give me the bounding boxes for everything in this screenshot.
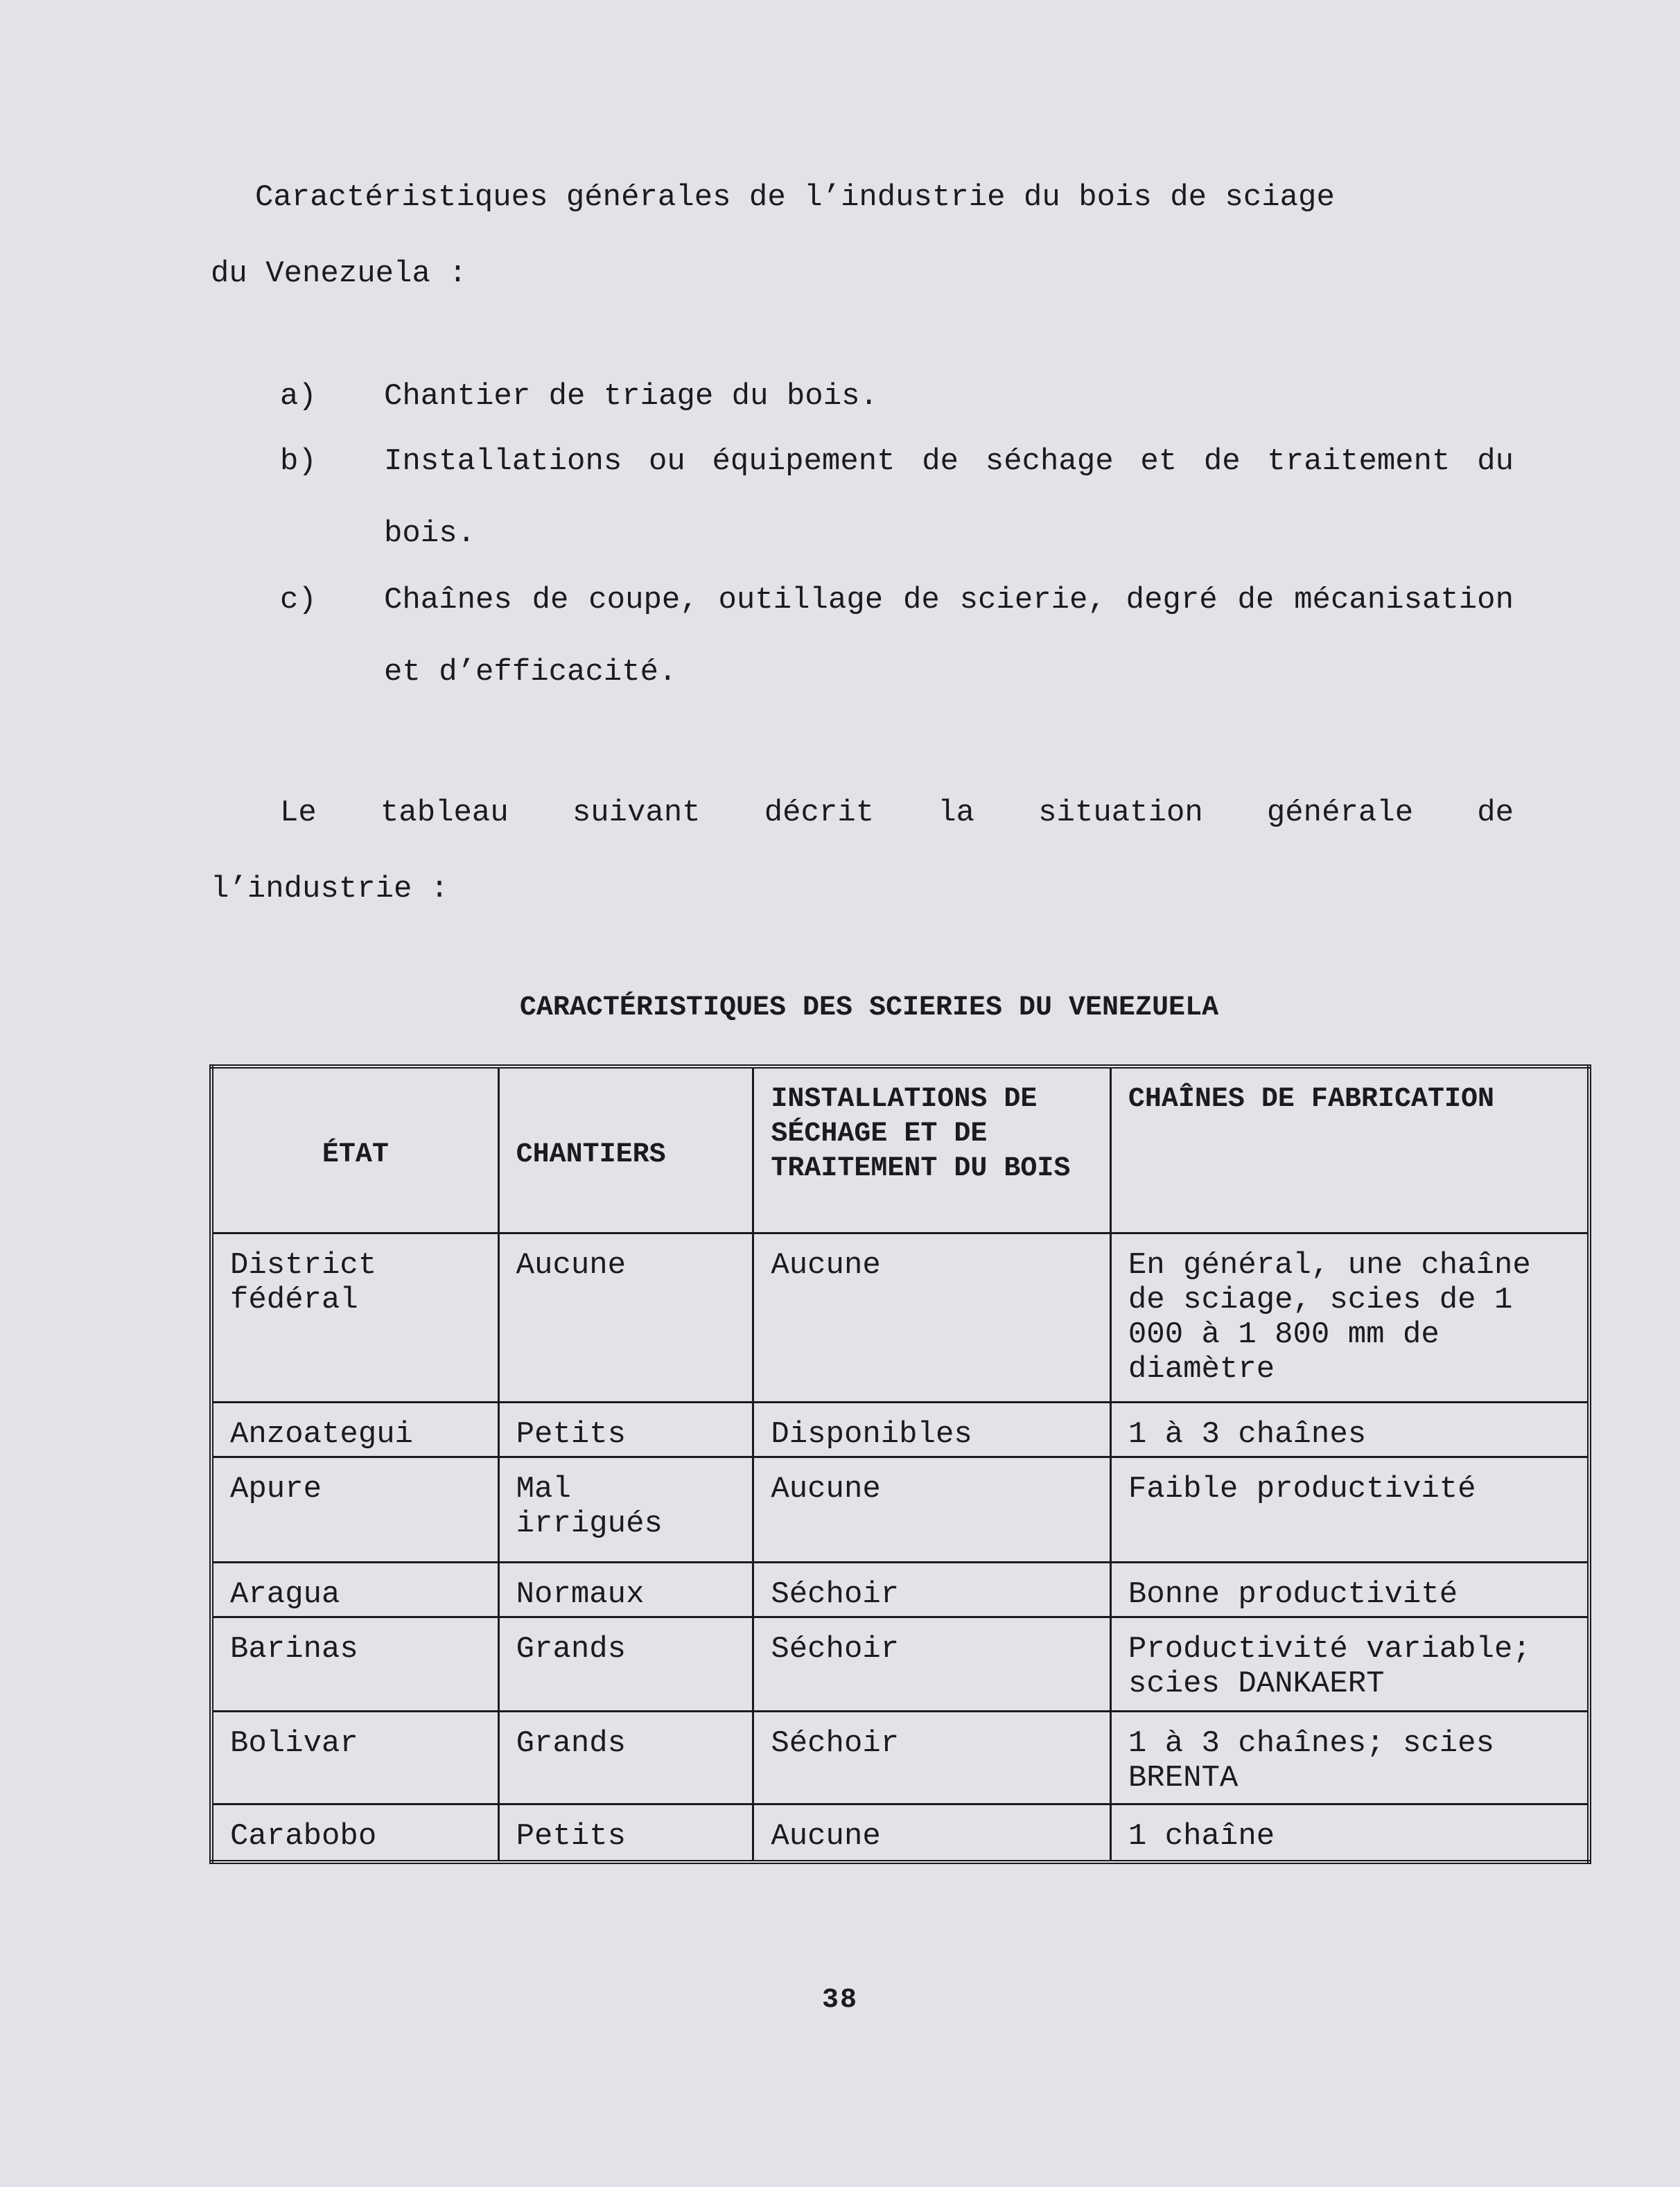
table-row [211, 1402, 1589, 1457]
cell-installations: Aucune [753, 1804, 1111, 1862]
intro-line-2: du Venezuela : [211, 256, 467, 291]
table-row [211, 1617, 1589, 1711]
table-title: CARACTÉRISTIQUES DES SCIERIES DU VENEZUELA [519, 992, 1219, 1024]
list-item [280, 425, 1514, 570]
cell-etat: Bolivar [211, 1711, 498, 1804]
cell-chantiers: Petits [498, 1804, 753, 1862]
table-intro-paragraph [211, 775, 1514, 927]
cell-chaines: 1 à 3 chaînes [1110, 1402, 1589, 1457]
cell-chaines: 1 chaîne [1110, 1804, 1589, 1862]
table-row [211, 1804, 1589, 1862]
cell-chantiers: Mal irrigués [498, 1457, 753, 1562]
cell-installations: Séchoir [753, 1562, 1111, 1617]
cell-installations: Disponibles [753, 1402, 1111, 1457]
list-item-letter: c) [280, 583, 317, 617]
list-item-letter: b) [280, 444, 317, 479]
intro-line-1: Caractéristiques générales de l’industrie du bois de sciage [255, 180, 1335, 215]
cell-chantiers: Petits [498, 1402, 753, 1457]
cell-etat: District fédéral [211, 1233, 498, 1402]
cell-installations: Séchoir [753, 1617, 1111, 1711]
cell-chantiers: Normaux [498, 1562, 753, 1617]
table-row [211, 1711, 1589, 1804]
cell-etat: Apure [211, 1457, 498, 1562]
table-intro-line-1: Le tableau suivant décrit la situation générale de [280, 796, 1514, 830]
table-row [211, 1562, 1589, 1617]
list-item-text: Chaînes de coupe, outillage de scierie, degré de mécanisation et d’efficacité. [384, 583, 1514, 690]
list-item [280, 360, 1514, 432]
cell-chantiers: Aucune [498, 1233, 753, 1402]
table-header-row [211, 1066, 1589, 1233]
cell-etat: Barinas [211, 1617, 498, 1711]
list-item-text: Chantier de triage du bois. [384, 379, 878, 414]
table-row [211, 1233, 1589, 1402]
cell-chaines: En général, une chaîne de sciage, scies de 1 000 à 1 800 mm de diamètre [1110, 1233, 1589, 1402]
cell-etat: Anzoategui [211, 1402, 498, 1457]
list-item-letter: a) [280, 379, 317, 414]
cell-chaines: Faible productivité [1110, 1457, 1589, 1562]
header-installations: INSTALLATIONS DE SÉCHAGE ET DE TRAITEMENT DU BOIS [753, 1066, 1111, 1233]
cell-installations: Séchoir [753, 1711, 1111, 1804]
table-row [211, 1457, 1589, 1562]
cell-chaines: Bonne productivité [1110, 1562, 1589, 1617]
table-intro-line-2: l’industrie : [211, 872, 449, 906]
cell-installations: Aucune [753, 1457, 1111, 1562]
list-item [280, 564, 1514, 708]
cell-chaines: Productivité variable; scies DANKAERT [1110, 1617, 1589, 1711]
intro-paragraph [211, 159, 1514, 312]
cell-chaines: 1 à 3 chaînes; scies BRENTA [1110, 1711, 1589, 1804]
cell-installations: Aucune [753, 1233, 1111, 1402]
cell-etat: Carabobo [211, 1804, 498, 1862]
header-chantiers: CHANTIERS [498, 1066, 753, 1233]
cell-chantiers: Grands [498, 1617, 753, 1711]
cell-etat: Aragua [211, 1562, 498, 1617]
cell-chantiers: Grands [498, 1711, 753, 1804]
list-item-text: Installations ou équipement de séchage et de traitement du bois. [384, 444, 1514, 551]
page-number: 38 [821, 1985, 858, 2016]
header-etat: ÉTAT [211, 1066, 498, 1233]
header-chaines: CHAÎNES DE FABRICATION [1110, 1066, 1589, 1233]
sawmills-table [209, 1064, 1591, 1864]
